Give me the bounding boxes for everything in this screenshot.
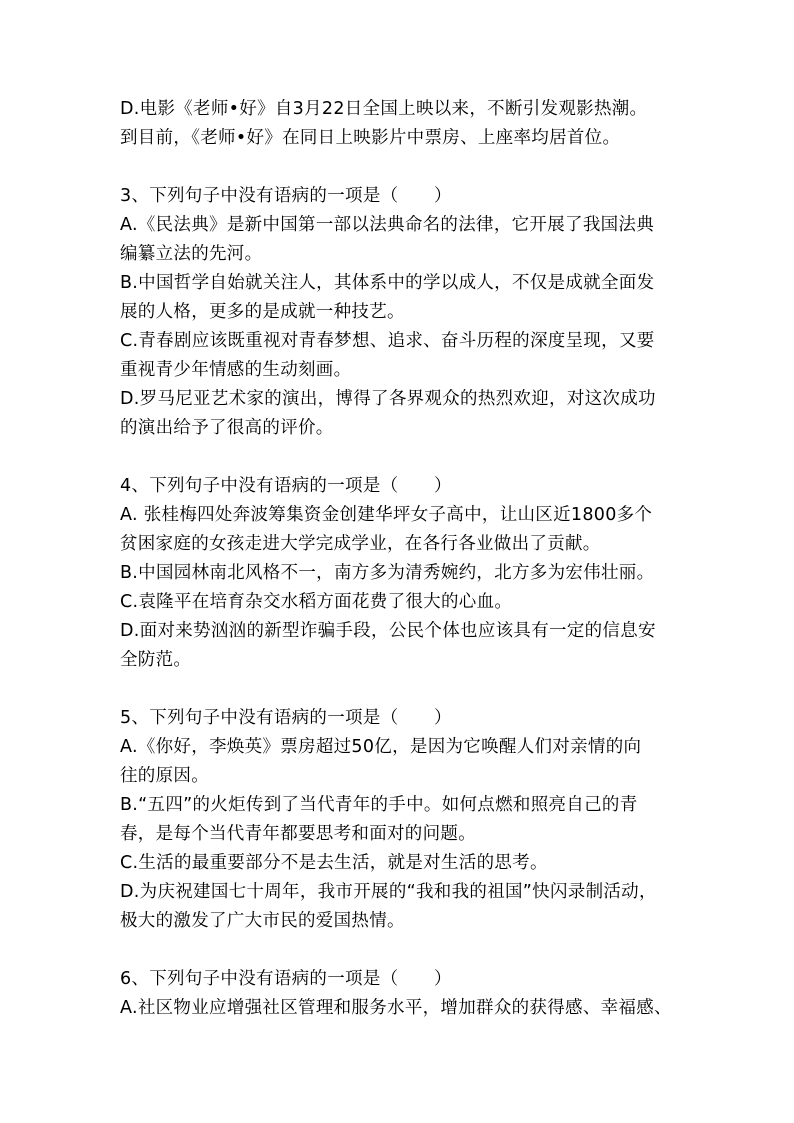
text-line: 的演出给予了很高的评价。 (120, 418, 334, 438)
spacer (120, 443, 692, 472)
text-line: 全防范。 (120, 650, 192, 670)
text-line: 编纂立法的先河。 (120, 244, 263, 264)
text-line: C.生活的最重要部分不是去生活，就是对生活的思考。 (120, 853, 548, 873)
text-line: 展的人格，更多的是成就一种技艺。 (120, 302, 405, 322)
spacer (120, 936, 692, 965)
question-6 (120, 965, 692, 1023)
question-4 (120, 472, 692, 675)
text-line: 春，是每个当代青年都要思考和面对的问题。 (120, 824, 476, 844)
text-line: D.为庆祝建国七十周年，我市开展的“我和我的祖国”快闪录制活动， (120, 882, 657, 902)
question-2-option-d-tail (120, 95, 692, 153)
question-stem: 3、下列句子中没有语病的一项是（ ） (120, 186, 452, 206)
text-line: 往的原因。 (120, 766, 209, 786)
text-line: A.《你好，李焕英》票房超过50亿，是因为它唤醒人们对亲情的向 (120, 737, 642, 757)
question-stem: 4、下列句子中没有语病的一项是（ ） (120, 476, 452, 496)
text-line: D.电影《老师•好》自3月22日全国上映以来，不断引发观影热潮。 (120, 99, 648, 119)
text-line: B.中国园林南北风格不一，南方多为清秀婉约，北方多为宏伟壮丽。 (120, 563, 655, 583)
text-line: C.青春剧应该既重视对青春梦想、追求、奋斗历程的深度呈现，又要 (120, 331, 655, 351)
question-stem: 5、下列句子中没有语病的一项是（ ） (120, 708, 452, 728)
spacer (120, 675, 692, 704)
text-line: 贫困家庭的女孩走进大学完成学业，在各行各业做出了贡献。 (120, 534, 601, 554)
text-line: B.中国哲学自始就关注人，其体系中的学以成人，不仅是成就全面发 (120, 273, 655, 293)
text-line: 极大的激发了广大市民的爱国热情。 (120, 911, 405, 931)
document-page (120, 95, 692, 1023)
question-stem: 6、下列句子中没有语病的一项是（ ） (120, 969, 452, 989)
text-line: D.面对来势汹汹的新型诈骗手段，公民个体也应该具有一定的信息安 (120, 621, 656, 641)
text-line: A.《民法典》是新中国第一部以法典命名的法律，它开展了我国法典 (120, 215, 655, 235)
spacer (120, 153, 692, 182)
text-line: B.“五四”的火炬传到了当代青年的手中。如何点燃和照亮自己的青 (120, 795, 638, 815)
text-line: D.罗马尼亚艺术家的演出，博得了各界观众的热烈欢迎，对这次成功 (120, 389, 656, 409)
text-line: A. 张桂梅四处奔波筹集资金创建华坪女子高中，让山区近1800多个 (120, 505, 653, 525)
question-5 (120, 704, 692, 936)
text-line: A.社区物业应增强社区管理和服务水平，增加群众的获得感、幸福感、 (120, 998, 672, 1018)
text-line: 重视青少年情感的生动刻画。 (120, 360, 352, 380)
question-3 (120, 182, 692, 443)
text-line: C.袁隆平在培育杂交水稻方面花费了很大的心血。 (120, 592, 513, 612)
text-line: 到目前，《老师•好》在同日上映影片中票房、上座率均居首位。 (120, 128, 621, 148)
